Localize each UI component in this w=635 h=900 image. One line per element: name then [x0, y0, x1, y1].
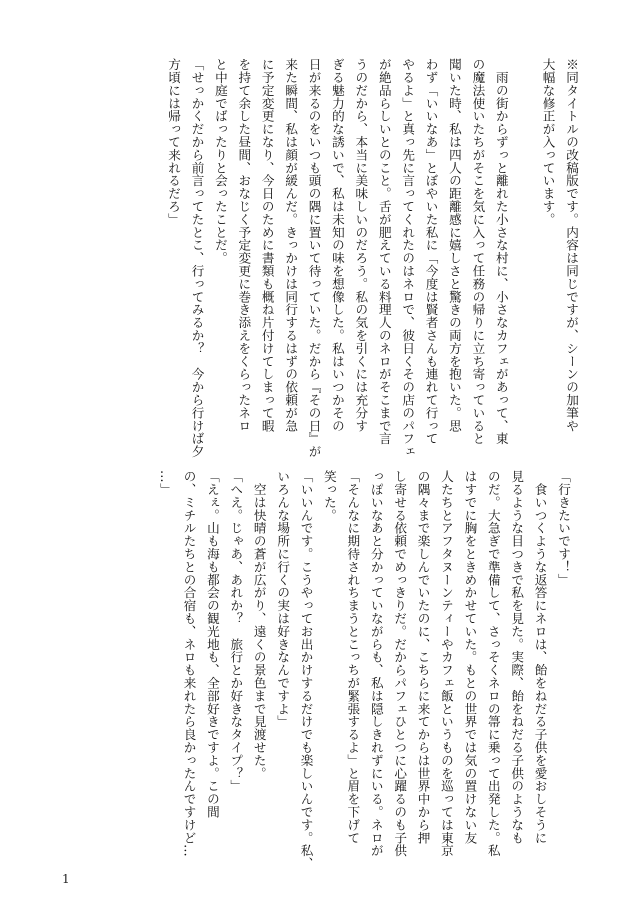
text-line: 「せっかくだから前言ってたとこ、行ってみるか？ 今から行けば夕: [189, 58, 205, 458]
text-line: 「いいんです。こうやってお出かけするだけでも楽しいんです。私、: [298, 470, 314, 870]
text-line: と中庭でばったりと会ったことだ。: [212, 58, 228, 265]
text-line: ぎる魅力的な誘いで、私は未知の味を想像した。私はいつかその: [329, 58, 345, 433]
text-line: 「そんなに期待されちまうとこっちが緊張するよ」と眉を下げて: [345, 470, 361, 845]
page-number: 1: [62, 872, 70, 886]
text-line: 聞いた時、私は四人の距離感に嬉しさと驚きの両方を抱いた。思: [446, 58, 462, 433]
text-line: 来た瞬間、私は顔が緩んだ。きっかけは同行するはずの依頼が急: [283, 58, 299, 433]
text-line: が絶品らしいとのこと。舌が肥えている料理人のネロがそこまで言: [376, 58, 392, 445]
text-line: 「へえ。じゃあ、あれか？ 旅行とか好きなタイプ？」: [228, 470, 244, 793]
text-line: の魔法使いたちがそこを気に入って任務の帰りに立ち寄っていると: [470, 58, 486, 445]
text-line: 人たちとアフタヌーンティーやカフェ飯というものを巡っては東京: [438, 470, 454, 857]
text-line: 雨の街からずっと離れた小さな村に、小さなカフェがあって、東: [493, 58, 509, 445]
text-line: 大幅な修正が入っています。: [540, 58, 556, 226]
text-line: のだ。大急ぎで準備して、さっそくネロの箒に乗って出発した。私: [485, 470, 501, 857]
lower-text-block: [154, 470, 575, 870]
text-line: うのだから、本当に美味しいのだろう。私の気を引くには充分す: [353, 58, 369, 433]
text-line: 笑った。: [321, 470, 337, 522]
text-line: やるよ」と真っ先に言ってくれたのはネロで、彼日くその店のパフェ: [400, 58, 416, 458]
text-line: 食いつくような返答にネロは、飴をねだる子供を愛おしそうに: [532, 470, 548, 845]
text-line: 方頃には帰って来れるだろ」: [166, 58, 182, 226]
text-line: わず「いいなあ」とぼやいた私に「今度は賢者さんも連れて行って: [423, 58, 439, 445]
text-line: 日が来るのをいつも頭の隅に置いて待っていた。だから『その日』が: [306, 58, 322, 458]
text-line: …」: [158, 470, 174, 496]
text-line: 「えぇ。山も海も都会の観光地も、全部好きですよ。この間: [204, 470, 220, 819]
text-line: に予定変更になり、今日のために書類も概ね片付けてしまって暇: [259, 58, 275, 433]
text-line: を持て余した昼間、おなじく予定変更に巻き添えをくらったネロ: [236, 58, 252, 433]
text-line: [513, 58, 536, 436]
text-line: の隅々まで楽しんでいたのに、こちらに来てからは世界中から押: [415, 470, 431, 845]
text-line: 見るような目つきで私を見た。実際、飴をねだる子供のようなも: [509, 470, 525, 845]
text-line: 空は快晴の蒼が広がり、遠くの景色まで見渡せた。: [251, 470, 267, 780]
text-line: し寄せる依頼でめっきりだ。だからパフェひとつに心躍るのも子供: [392, 470, 408, 857]
text-line: っぽいなあと分かっていながらも、私は隠しきれずにいる。ネロが: [368, 470, 384, 857]
text-line: の、ミチルたちとの合宿も、ネロも来れたら良かったんですけど…: [181, 470, 197, 857]
text-line: ※同タイトルの改稿版です。内容は同じですが、シーンの加筆や: [564, 58, 579, 433]
text-line: はすでに胸をときめかせていた。もとの世界では気の置けない友: [462, 470, 478, 845]
upper-text-block: [162, 58, 583, 458]
text-line: 「行きたいです！」: [556, 470, 571, 587]
text-line: いろんな場所に行くの実は好きなんですよ」: [275, 470, 291, 728]
